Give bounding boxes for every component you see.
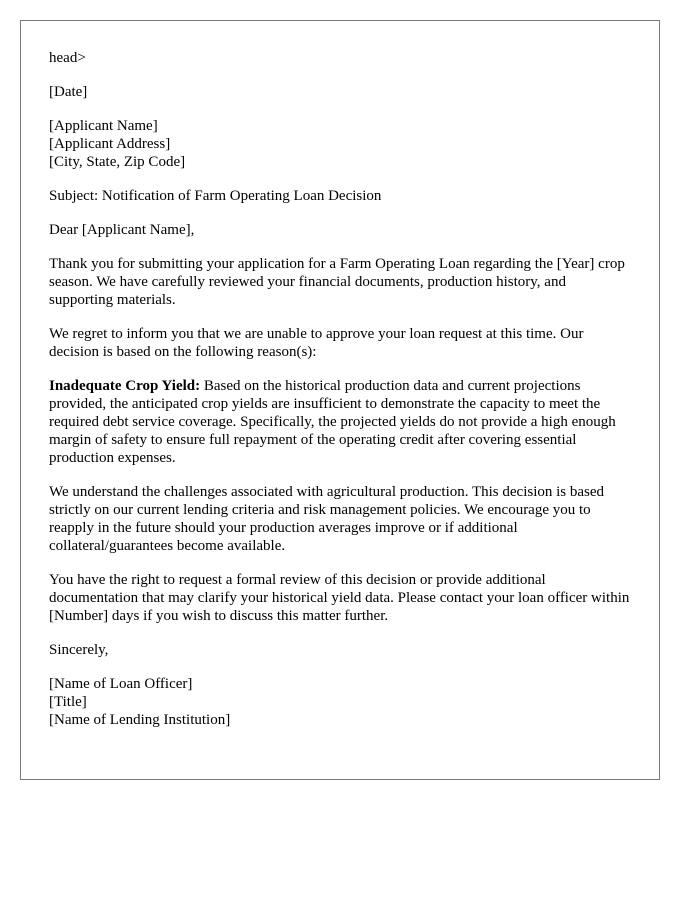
stray-header-text: head> xyxy=(49,50,86,66)
recipient-address: [Applicant Address] xyxy=(49,136,171,152)
signature-block xyxy=(49,675,631,729)
signature-title: [Title] xyxy=(49,694,87,710)
signature-officer: [Name of Loan Officer] xyxy=(49,676,193,692)
signature-institution: [Name of Lending Institution] xyxy=(49,712,231,728)
recipient-block xyxy=(49,117,631,171)
body-paragraph-review-rights: You have the right to request a formal review of this decision or provide additional documentation that may clarify your historical yield data. Please contact your loan officer within [Number] days if you wish to discuss this matter further. xyxy=(49,572,630,624)
letter-subject: Subject: Notification of Farm Operating Loan Decision xyxy=(49,188,382,204)
reason-paragraph xyxy=(49,377,631,467)
letter-page xyxy=(20,20,660,780)
reason-label: Inadequate Crop Yield: xyxy=(49,378,201,394)
salutation: Dear [Applicant Name], xyxy=(49,222,195,238)
recipient-name: [Applicant Name] xyxy=(49,118,158,134)
recipient-city-state-zip: [City, State, Zip Code] xyxy=(49,154,186,170)
body-paragraph-intro: Thank you for submitting your application for a Farm Operating Loan regarding the [Year] crop season. We have carefully reviewed your financial documents, production history, and supporting materials. xyxy=(49,256,625,308)
body-paragraph-understanding: We understand the challenges associated with agricultural production. This decision is based strictly on our current lending criteria and risk management policies. We encourage you to reapply in the future should your production averages improve or if additional collateral/guarantees become available. xyxy=(49,484,605,554)
closing: Sincerely, xyxy=(49,642,109,658)
reason-text: Based on the historical production data and current projections provided, the anticipated crop yields are insufficient to demonstrate the capacity to meet the required debt service coverage. Specifically, the projected yields do not provide a high enough margin of safety to ensure full repayment of the operating credit after covering essential production expenses. xyxy=(49,378,616,466)
letter-date: [Date] xyxy=(49,84,88,100)
body-paragraph-decision: We regret to inform you that we are unable to approve your loan request at this time. Our decision is based on the following reason(s): xyxy=(49,326,584,360)
